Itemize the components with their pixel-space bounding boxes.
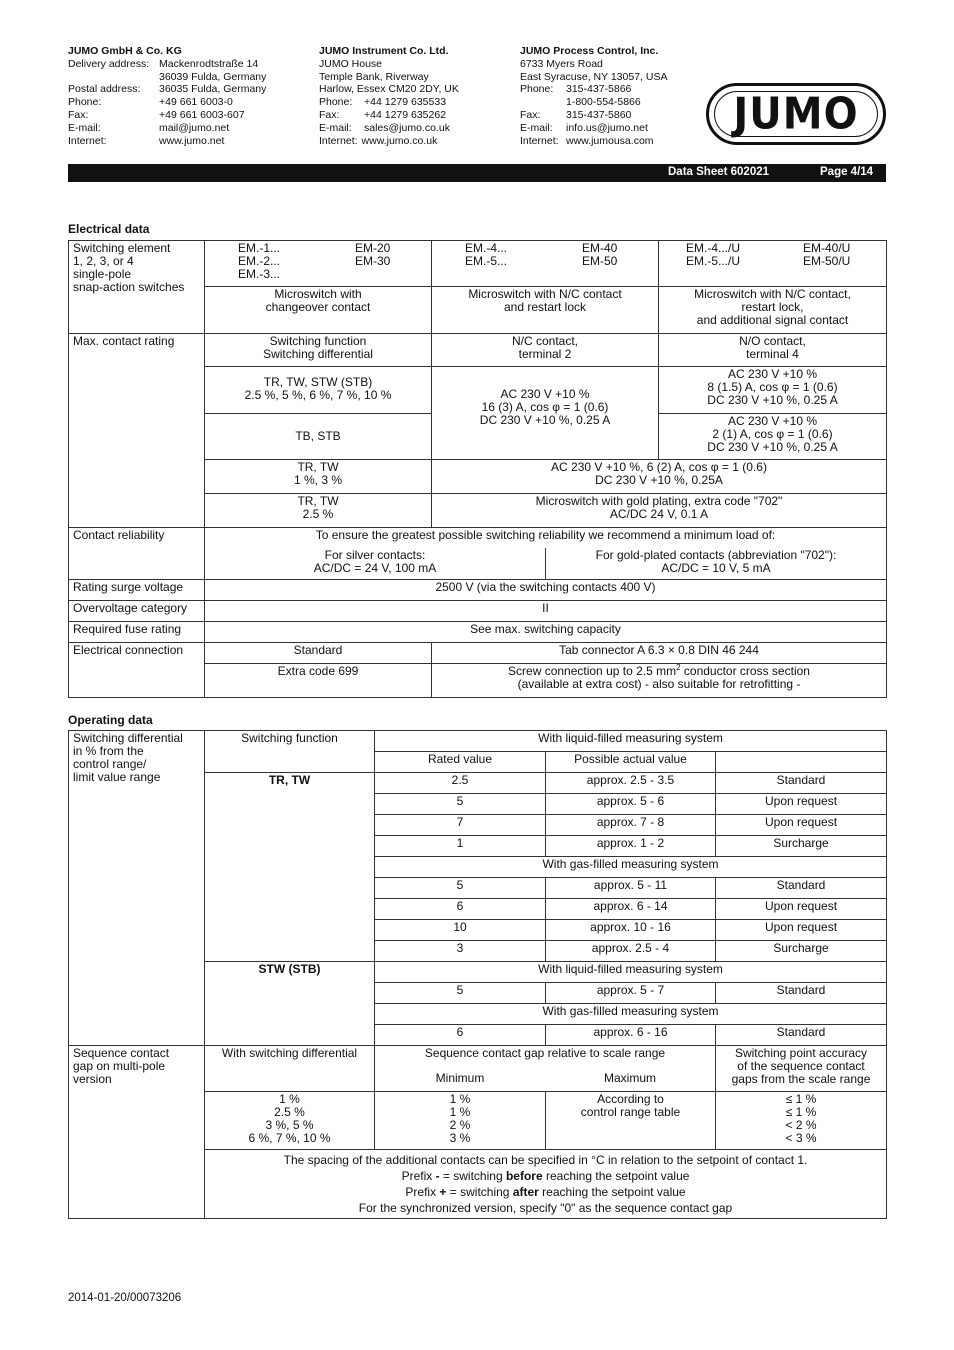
- max-r4-rating: Microswitch with gold plating, extra code "702" AC/DC 24 V, 0.1 A: [432, 494, 887, 528]
- note-bold: after: [512, 1185, 539, 1199]
- switch-type-cell: [659, 241, 887, 287]
- switch-type-b2: EM-40 EM-50: [582, 241, 618, 268]
- address-label: Fax:: [520, 108, 541, 121]
- address-label: E-mail:: [319, 121, 352, 134]
- seq-min-values: 1 % 1 % 2 % 3 %: [375, 1092, 546, 1150]
- operating-data-table: [68, 730, 887, 1219]
- table-row: [69, 241, 887, 287]
- availability: Surcharge: [716, 941, 887, 962]
- address-value: Temple Bank, Riverway: [319, 70, 429, 83]
- address-value: www.jumousa.com: [566, 134, 654, 147]
- switch-description-a: Microswitch with changeover contact: [205, 287, 432, 334]
- header-bar: [68, 164, 886, 182]
- table-row: [69, 622, 887, 643]
- note-text: Prefix: [401, 1169, 436, 1183]
- availability: Standard: [716, 983, 887, 1004]
- address-value: Mackenrodtstraße 14: [159, 57, 259, 70]
- max-head-function: Switching function Switching differential: [205, 334, 432, 367]
- address-row: [68, 122, 266, 135]
- seq-max-header: Maximum: [603, 1071, 656, 1085]
- max-head-nc: N/C contact, terminal 2: [432, 334, 659, 367]
- rated-value: 3: [375, 941, 546, 962]
- connection-extra: Extra code 699: [205, 664, 432, 698]
- liquid-header: With liquid-filled measuring system: [375, 731, 887, 752]
- table-row: [69, 1046, 887, 1092]
- note-line: For the synchronized version, specify "0" as the sequence contact gap: [358, 1201, 733, 1215]
- switch-type-cell: [432, 241, 659, 287]
- address-label: Postal address:: [68, 83, 141, 96]
- jumo-logo: [706, 83, 886, 145]
- reliability-gold: For gold-plated contacts (abbreviation "702"): AC/DC = 10 V, 5 mA: [546, 548, 887, 580]
- note-line: The spacing of the additional contacts can be specified in °C in relation to the setpoint of contact 1.: [283, 1153, 808, 1167]
- sequence-notes: [205, 1150, 887, 1219]
- address-value: +44 1279 635262: [364, 108, 447, 121]
- address-label: E-mail:: [520, 121, 553, 134]
- address-label: Delivery address:: [68, 57, 150, 70]
- switch-type-a2: EM-20 EM-30: [355, 241, 391, 268]
- surge-value: 2500 V (via the switching contacts 400 V): [205, 580, 887, 601]
- address-value: 1-800-554-5866: [566, 96, 641, 109]
- company-address-us: [520, 45, 667, 147]
- rated-value: 1: [375, 836, 546, 857]
- possible-value: approx. 6 - 16: [546, 1025, 716, 1046]
- address-row: [520, 83, 667, 96]
- possible-value-header: Possible actual value: [546, 752, 716, 773]
- address-row: [520, 96, 667, 109]
- note-line: [208, 1184, 883, 1200]
- stw-label: STW (STB): [205, 962, 375, 1046]
- max-r3-rating: AC 230 V +10 %, 6 (2) A, cos φ = 1 (0.6) DC 230 V +10 %, 0.25A: [432, 460, 887, 494]
- possible-value: approx. 2.5 - 4: [546, 941, 716, 962]
- seq-gap-subheaders: [375, 1072, 715, 1085]
- rated-value: 6: [375, 899, 546, 920]
- address-row: [520, 71, 667, 84]
- connection-label: Electrical connection: [69, 643, 205, 698]
- availability: Upon request: [716, 899, 887, 920]
- company-name: JUMO Instrument Co. Ltd.: [319, 45, 449, 57]
- table-row: [69, 334, 887, 367]
- company-name: JUMO GmbH & Co. KG: [68, 45, 182, 57]
- rated-value: 5: [375, 878, 546, 899]
- address-label: E-mail:: [68, 121, 101, 134]
- possible-value: approx. 2.5 - 3.5: [546, 773, 716, 794]
- gas-header: With gas-filled measuring system: [375, 1004, 887, 1025]
- availability-header: [716, 752, 887, 773]
- availability: Upon request: [716, 794, 887, 815]
- switch-type-c1: EM.-4.../U EM.-5.../U: [686, 241, 741, 268]
- sequence-contact-label: Sequence contact gap on multi-pole version: [69, 1046, 205, 1219]
- address-value: info.us@jumo.net: [566, 121, 648, 134]
- rated-value: 10: [375, 920, 546, 941]
- address-value: +49 661 6003-607: [159, 108, 245, 121]
- availability: Surcharge: [716, 836, 887, 857]
- address-value: East Syracuse, NY 13057, USA: [520, 70, 668, 83]
- address-row: [319, 58, 459, 71]
- address-label: Phone:: [68, 96, 102, 109]
- operating-data-title: Operating data: [68, 713, 153, 727]
- seq-with-differential-header: With switching differential: [205, 1046, 375, 1092]
- rated-value-header: Rated value: [375, 752, 546, 773]
- note-bold: -: [435, 1169, 440, 1183]
- address-value: sales@jumo.co.uk: [364, 121, 450, 134]
- max-r3-function: TR, TW 1 %, 3 %: [205, 460, 432, 494]
- note-text: reaching the setpoint value: [538, 1185, 686, 1199]
- surge-label: Rating surge voltage: [69, 580, 205, 601]
- address-row: [68, 83, 266, 96]
- address-row: [68, 58, 266, 71]
- address-row: [319, 96, 459, 109]
- rated-value: 5: [375, 794, 546, 815]
- connection-extra-value: [432, 664, 887, 698]
- possible-value: approx. 5 - 11: [546, 878, 716, 899]
- max-r4-function: TR, TW 2.5 %: [205, 494, 432, 528]
- availability: Standard: [716, 773, 887, 794]
- max-r1-nc: AC 230 V +10 % 16 (3) A, cos φ = 1 (0.6) DC 230 V +10 %, 0.25 A: [432, 367, 659, 460]
- address-value: 315-437-5866: [566, 83, 632, 96]
- possible-value: approx. 5 - 7: [546, 983, 716, 1004]
- company-address-de: [68, 45, 266, 147]
- address-row: [319, 122, 459, 135]
- switch-description-c: Microswitch with N/C contact, restart lock, and additional signal contact: [659, 287, 887, 334]
- address-label: Internet:: [68, 134, 107, 147]
- rated-value: 2.5: [375, 773, 546, 794]
- table-row: [69, 528, 887, 548]
- possible-value: approx. 6 - 14: [546, 899, 716, 920]
- gas-header: With gas-filled measuring system: [375, 857, 887, 878]
- max-r1-function: TR, TW, STW (STB) 2.5 %, 5 %, 6 %, 7 %, 10 %: [205, 367, 432, 414]
- address-row: [520, 109, 667, 122]
- seq-differential-values: 1 % 2.5 % 3 %, 5 % 6 %, 7 %, 10 %: [205, 1092, 375, 1150]
- switch-type-b1: EM.-4... EM.-5...: [465, 241, 508, 268]
- switch-type-cell: [205, 241, 432, 287]
- datasheet-number: Data Sheet 602021: [668, 166, 770, 178]
- table-row: [69, 731, 887, 752]
- max-r1-no: AC 230 V +10 % 8 (1.5) A, cos φ = 1 (0.6) DC 230 V +10 %, 0.25 A: [659, 367, 887, 414]
- note-text: = switching: [446, 1185, 513, 1199]
- address-value: Harlow, Essex CM20 2DY, UK: [319, 83, 459, 96]
- table-row: [69, 643, 887, 664]
- fuse-value: See max. switching capacity: [205, 622, 887, 643]
- max-r2-function: TB, STB: [205, 414, 432, 460]
- connection-extra-text: Screw connection up to 2.5 mm: [508, 664, 677, 678]
- connection-standard-value: Tab connector A 6.3 × 0.8 DIN 46 244: [432, 643, 887, 664]
- page-number: Page 4/14: [820, 166, 874, 178]
- logo-text: JUMO: [733, 88, 859, 140]
- fuse-label: Required fuse rating: [69, 622, 205, 643]
- possible-value: approx. 7 - 8: [546, 815, 716, 836]
- seq-accuracy-header: Switching point accuracy of the sequence contact gaps from the scale range: [716, 1046, 887, 1092]
- connection-extra-text: conductor cross section: [680, 664, 810, 678]
- max-head-no: N/O contact, terminal 4: [659, 334, 887, 367]
- liquid-header: With liquid-filled measuring system: [375, 962, 887, 983]
- note-line: [208, 1168, 883, 1184]
- switch-description-b: Microswitch with N/C contact and restart lock: [432, 287, 659, 334]
- possible-value: approx. 10 - 16: [546, 920, 716, 941]
- note-bold: before: [505, 1169, 543, 1183]
- address-label: Phone:: [319, 96, 353, 109]
- switch-type-a1: EM.-1... EM.-2... EM.-3...: [238, 241, 281, 281]
- connection-extra-note: (available at extra cost) - also suitable for retrofitting -: [517, 677, 801, 691]
- address-row: [319, 71, 459, 84]
- company-address-uk: [319, 45, 459, 147]
- address-value: 6733 Myers Road: [520, 57, 603, 70]
- address-row: [68, 109, 266, 122]
- address-row: [319, 135, 459, 148]
- address-value: 36039 Fulda, Germany: [159, 70, 267, 83]
- company-name: JUMO Process Control, Inc.: [520, 45, 659, 57]
- table-row: [69, 580, 887, 601]
- possible-value: approx. 1 - 2: [546, 836, 716, 857]
- superscript: 2: [676, 663, 681, 672]
- address-value: www.jumo.co.uk: [361, 134, 438, 147]
- address-label: [68, 71, 159, 84]
- address-row: [520, 122, 667, 135]
- electrical-data-table: [68, 240, 887, 698]
- address-value: +49 661 6003-0: [159, 96, 233, 109]
- address-row: [68, 96, 266, 109]
- connection-standard: Standard: [205, 643, 432, 664]
- address-row: [68, 71, 266, 84]
- reliability-text: To ensure the greatest possible switching reliability we recommend a minimum load of:: [205, 528, 887, 548]
- document-footer: 2014-01-20/00073206: [68, 1292, 182, 1304]
- seq-accuracy-values: ≤ 1 % ≤ 1 % < 2 % < 3 %: [716, 1092, 887, 1150]
- electrical-data-title: Electrical data: [68, 222, 150, 236]
- address-label: [520, 96, 566, 109]
- address-row: [68, 135, 266, 148]
- address-value: JUMO House: [319, 57, 383, 70]
- address-label: Fax:: [319, 108, 340, 121]
- address-row: [319, 109, 459, 122]
- address-value: 36035 Fulda, Germany: [159, 83, 267, 96]
- availability: Upon request: [716, 815, 887, 836]
- seq-max-values: According to control range table: [546, 1092, 716, 1150]
- rated-value: 7: [375, 815, 546, 836]
- address-value: +44 1279 635533: [364, 96, 447, 109]
- rated-value: 5: [375, 983, 546, 1004]
- address-label: Fax:: [68, 108, 89, 121]
- rated-value: 6: [375, 1025, 546, 1046]
- trtw-label: TR, TW: [205, 773, 375, 962]
- availability: Standard: [716, 878, 887, 899]
- max-contact-label: Max. contact rating: [69, 334, 205, 528]
- address-label: Internet:: [319, 134, 358, 147]
- address-value: 315-437-5860: [566, 108, 632, 121]
- note-text: reaching the setpoint value: [542, 1169, 690, 1183]
- switching-element-label: Switching element 1, 2, 3, or 4 single-pole snap-action switches: [69, 241, 205, 334]
- address-row: [520, 58, 667, 71]
- address-value: mail@jumo.net: [159, 121, 230, 134]
- reliability-silver: For silver contacts: AC/DC = 24 V, 100 mA: [205, 548, 546, 580]
- availability: Standard: [716, 1025, 887, 1046]
- switch-type-c2: EM-40/U EM-50/U: [803, 241, 851, 268]
- switching-differential-label: Switching differential in % from the control range/ limit value range: [69, 731, 205, 1046]
- overvoltage-label: Overvoltage category: [69, 601, 205, 622]
- seq-gap-header: Sequence contact gap relative to scale range: [424, 1046, 666, 1060]
- address-value: www.jumo.net: [159, 134, 225, 147]
- overvoltage-value: II: [205, 601, 887, 622]
- availability: Upon request: [716, 920, 887, 941]
- address-label: Phone:: [520, 83, 554, 96]
- address-row: [520, 135, 667, 148]
- address-row: [319, 83, 459, 96]
- address-label: Internet:: [520, 134, 559, 147]
- seq-gap-header-cell: [375, 1046, 716, 1092]
- table-row: [69, 601, 887, 622]
- possible-value: approx. 5 - 6: [546, 794, 716, 815]
- reliability-label: Contact reliability: [69, 528, 205, 580]
- switching-function-header: Switching function: [205, 731, 375, 773]
- note-bold: +: [439, 1185, 447, 1199]
- note-text: Prefix: [405, 1185, 440, 1199]
- max-r2-no: AC 230 V +10 % 2 (1) A, cos φ = 1 (0.6) DC 230 V +10 %, 0.25 A: [659, 414, 887, 460]
- note-text: = switching: [439, 1169, 506, 1183]
- seq-min-header: Minimum: [435, 1071, 485, 1085]
